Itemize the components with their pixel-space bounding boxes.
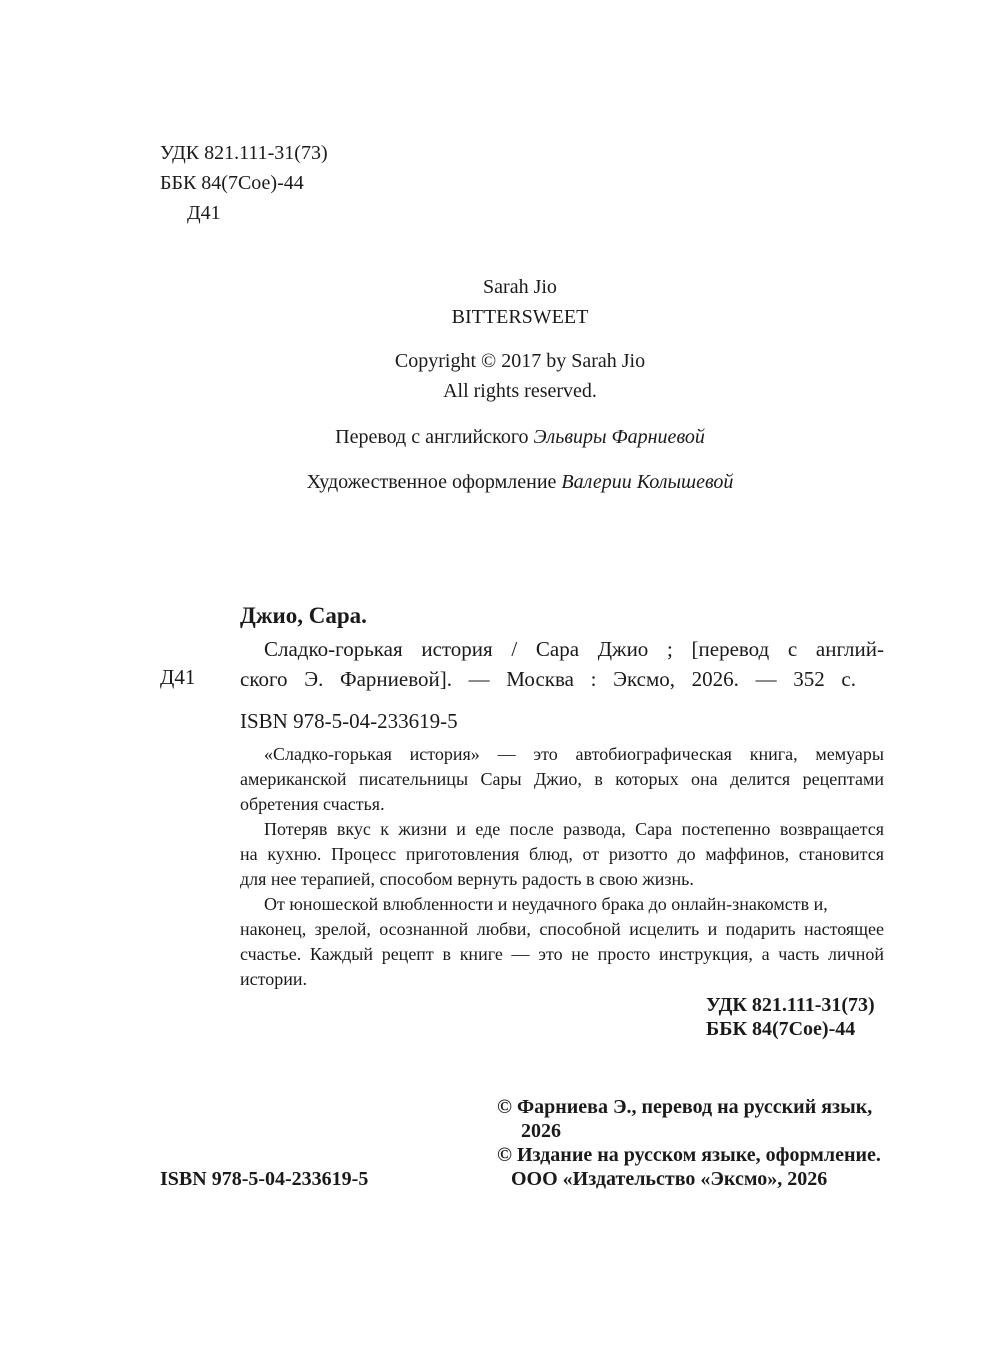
author-sign: Д41: [187, 202, 221, 224]
bbk-code: ББК 84(7Сое)-44: [160, 172, 304, 194]
rights-reserved: All rights reserved.: [443, 380, 597, 402]
catalog-heading: Джио, Сара.: [240, 603, 367, 628]
abstract-line-1: «Сладко-горькая история» — это автобиографическая книга, мемуары: [264, 744, 884, 764]
edition-copyright-line-1: © Издание на русском языке, оформление.: [497, 1144, 881, 1166]
edition-copyright-line-2: ООО «Издательство «Эксмо», 2026: [511, 1168, 828, 1190]
abstract-line-7: От юношеской влюбленности и неудачного брака до онлайн-знакомств и,: [264, 894, 828, 914]
original-copyright: Copyright © 2017 by Sarah Jio: [394, 350, 646, 372]
abstract-line-9: счастье. Каждый рецепт в книге — это не просто инструкция, а часть личной: [240, 944, 884, 964]
abstract-line-2: американской писательницы Сары Джио, в которых она делится рецептами: [240, 769, 884, 789]
abstract-line-3: обретения счастья.: [240, 794, 385, 814]
abstract-line-8: наконец, зрелой, осознанной любви, способной исцелить и подарить настоящее: [240, 919, 884, 939]
abstract-line-4: Потеряв вкус к жизни и еде после развода, Сара постепенно возвращается: [264, 819, 884, 839]
catalog-sign: Д41: [160, 665, 196, 689]
bottom-isbn: ISBN 978-5-04-233619-5: [160, 1168, 369, 1190]
catalog-bbk: ББК 84(7Сое)-44: [706, 1018, 856, 1040]
designer-name: Валерии Колышевой: [561, 471, 734, 493]
abstract-line-10: истории.: [240, 969, 308, 989]
translation-copyright-line-1: © Фарниева Э., перевод на русский язык,: [497, 1096, 873, 1118]
design-credit: [0, 467, 1000, 497]
translator-name: Эльвиры Фарниевой: [533, 426, 705, 448]
catalog-udk: УДК 821.111-31(73): [706, 994, 875, 1016]
translation-credit: [0, 422, 1000, 452]
catalog-line-2: ского Э. Фарниевой]. — Москва : Эксмо, 2026. — 352 с.: [240, 667, 856, 691]
catalog-isbn: ISBN 978-5-04-233619-5: [240, 709, 458, 733]
original-author: Sarah Jio: [483, 276, 557, 298]
abstract-line-6: для нее терапией, способом вернуть радость в свою жизнь.: [240, 869, 694, 889]
design-label: Художественное оформление: [306, 471, 557, 493]
translation-label: Перевод с английского: [335, 426, 529, 448]
original-title: BITTERSWEET: [451, 306, 589, 328]
translation-copyright-line-2: 2026: [521, 1120, 561, 1142]
catalog-line-1: Сладко-горькая история / Сара Джио ; [перевод с англий-: [264, 637, 884, 661]
abstract-line-5: на кухню. Процесс приготовления блюд, от ризотто до маффинов, становится: [240, 844, 884, 864]
udk-code: УДК 821.111-31(73): [160, 142, 328, 164]
